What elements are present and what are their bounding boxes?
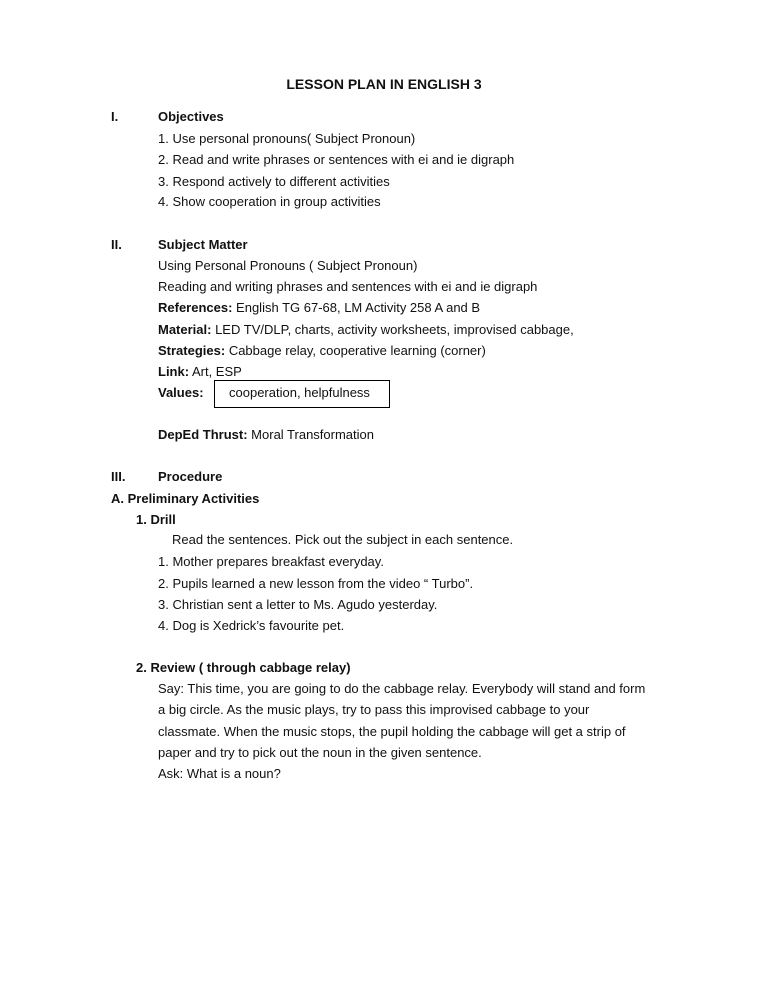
page-title: LESSON PLAN IN ENGLISH 3 bbox=[286, 76, 482, 92]
material-value: LED TV/DLP, charts, activity worksheets, improvised cabbage, bbox=[211, 322, 574, 337]
review-line: a big circle. As the music plays, try to pass this improvised cabbage to your bbox=[158, 702, 590, 717]
drill-item: 4. Dog is Xedrick’s favourite pet. bbox=[158, 618, 345, 633]
values-value: cooperation, helpfulness bbox=[229, 385, 370, 400]
drill-item: 1. Mother prepares breakfast everyday. bbox=[158, 554, 384, 569]
section-numeral-subject-matter: II. bbox=[111, 237, 122, 252]
link-value: Art, ESP bbox=[189, 364, 242, 379]
objective-item: 4. Show cooperation in group activities bbox=[158, 194, 381, 209]
procedure-heading: Procedure bbox=[158, 469, 223, 484]
references-value: English TG 67-68, LM Activity 258 A and B bbox=[232, 300, 481, 315]
drill-item: 2. Pupils learned a new lesson from the video “ Turbo”. bbox=[158, 576, 474, 591]
strategies-line bbox=[158, 343, 486, 359]
review-heading: 2. Review ( through cabbage relay) bbox=[136, 660, 351, 675]
objectives-heading: Objectives bbox=[158, 109, 224, 124]
subject-matter-heading: Subject Matter bbox=[158, 237, 248, 252]
strategies-label: Strategies: bbox=[158, 343, 226, 358]
link-line bbox=[158, 364, 242, 380]
drill-instruction: Read the sentences. Pick out the subject in each sentence. bbox=[172, 532, 514, 547]
references-line bbox=[158, 300, 480, 316]
material-line bbox=[158, 322, 574, 338]
deped-thrust-value: Moral Transformation bbox=[247, 427, 374, 442]
review-line: Ask: What is a noun? bbox=[158, 766, 281, 781]
objective-item: 3. Respond actively to different activities bbox=[158, 174, 390, 189]
subject-matter-line: Using Personal Pronouns ( Subject Pronoun) bbox=[158, 258, 418, 273]
deped-thrust-line bbox=[158, 427, 374, 443]
objective-item: 2. Read and write phrases or sentences with ei and ie digraph bbox=[158, 152, 515, 167]
values-label: Values: bbox=[158, 385, 204, 400]
drill-item: 3. Christian sent a letter to Ms. Agudo yesterday. bbox=[158, 597, 438, 612]
material-label: Material: bbox=[158, 322, 212, 337]
review-line: Say: This time, you are going to do the cabbage relay. Everybody will stand and form bbox=[158, 681, 646, 696]
deped-thrust-label: DepEd Thrust: bbox=[158, 427, 248, 442]
review-line: classmate. When the music stops, the pupil holding the cabbage will get a strip of bbox=[158, 724, 626, 739]
references-label: References: bbox=[158, 300, 233, 315]
drill-heading: 1. Drill bbox=[136, 512, 176, 527]
review-line: paper and try to pick out the noun in the given sentence. bbox=[158, 745, 482, 760]
subject-matter-line: Reading and writing phrases and sentences with ei and ie digraph bbox=[158, 279, 538, 294]
link-label: Link: bbox=[158, 364, 190, 379]
objective-item: 1. Use personal pronouns( Subject Pronoun) bbox=[158, 131, 416, 146]
section-numeral-procedure: III. bbox=[111, 469, 126, 484]
section-numeral-objectives: I. bbox=[111, 109, 119, 124]
strategies-value: Cabbage relay, cooperative learning (corner) bbox=[225, 343, 486, 358]
preliminary-activities-heading: A. Preliminary Activities bbox=[111, 491, 260, 506]
